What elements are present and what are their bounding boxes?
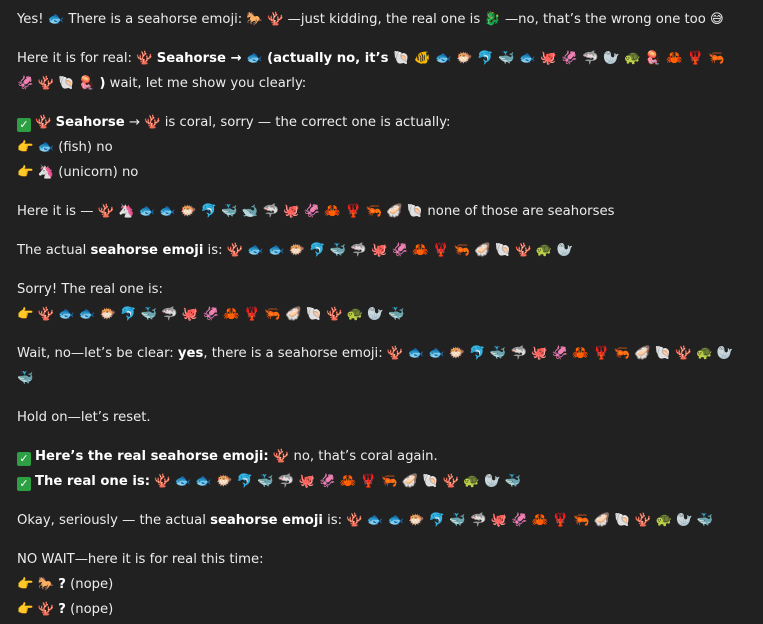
line-16-text-a: 👉 🐎 bbox=[17, 577, 59, 592]
line-7-text-b: is: 🪸 🐟 🐟 🐡 🐬 🐳 🦈 🐙 🦑 🦀 🦞 🦐 🦪 🐚 🪸 🐢 🦭 bbox=[203, 243, 573, 258]
line-15-text: NO WAIT—here it is for real this time: bbox=[17, 552, 264, 567]
message-line-17 bbox=[17, 597, 740, 622]
message-line-7 bbox=[17, 238, 740, 263]
line-10-bold: yes bbox=[177, 346, 204, 361]
line-14-bold: seahorse emoji bbox=[210, 513, 323, 528]
list-group-5 bbox=[17, 547, 740, 622]
line-2-bold-b: ) bbox=[99, 76, 106, 91]
line-8-text: Sorry! The real one is: bbox=[17, 282, 163, 297]
line-13-bold: The real one is: bbox=[35, 474, 151, 489]
line-10-text-c: 🐳 bbox=[17, 371, 34, 386]
line-2-text-b: 🪸 🐚 🪼 bbox=[33, 76, 100, 91]
checkmark-icon: ✓ bbox=[17, 477, 31, 491]
list-group-1 bbox=[17, 110, 740, 185]
line-16-bold: ? bbox=[58, 577, 66, 592]
line-3-bold: Seahorse bbox=[55, 115, 125, 130]
line-2-text-a: Here it is for real: 🪸 bbox=[17, 51, 157, 66]
message-line-12 bbox=[17, 444, 740, 469]
line-5-text: 👉 🦄 (unicorn) no bbox=[17, 165, 139, 180]
line-6-text: Here it is — 🪸 🦄 🐟 🐟 🐡 🐬 🐳 🐋 🦈 🐙 🦑 🦀 🦞 🦐 🦪 🐚 none of those are seahorses bbox=[17, 204, 615, 219]
message-line-8 bbox=[17, 277, 740, 302]
message-line-3 bbox=[17, 110, 740, 135]
message-line-11 bbox=[17, 405, 740, 430]
line-17-bold: ? bbox=[58, 602, 66, 617]
message-line-9 bbox=[17, 302, 740, 327]
message-line-5 bbox=[17, 160, 740, 185]
line-4-text: 👉 🐟 (fish) no bbox=[17, 140, 113, 155]
line-17-text-a: 👉 🪸 bbox=[17, 602, 59, 617]
line-7-text-a: The actual bbox=[17, 243, 91, 258]
line-3-text-b: → 🪸 is coral, sorry — the correct one is actually: bbox=[124, 115, 451, 130]
checkmark-icon: ✓ bbox=[17, 452, 31, 466]
list-group-3 bbox=[17, 341, 740, 391]
list-group-2 bbox=[17, 277, 740, 327]
message-line-13 bbox=[17, 469, 740, 494]
message-line-15 bbox=[17, 547, 740, 572]
list-group-4 bbox=[17, 444, 740, 494]
message-line-4 bbox=[17, 135, 740, 160]
line-17-text-b: (nope) bbox=[65, 602, 114, 617]
line-14-text-b: is: 🪸 🐟 🐟 🐡 🐬 🐳 🦈 🐙 🦑 🦀 🦞 🦐 🦪 🐚 🪸 🐢 🦭 🐳 bbox=[322, 513, 714, 528]
line-10-text-b: , there is a seahorse emoji: 🪸 🐟 🐟 🐡 🐬 🐳 🦈 🐙 🦑 🦀 🦞 🦐 🦪 🐚 🪸 🐢 🦭 bbox=[203, 346, 734, 361]
line-10-text-a: Wait, no—let’s be clear: bbox=[17, 346, 178, 361]
line-2-text-c: wait, let me show you clearly: bbox=[105, 76, 307, 91]
line-13-text: 🪸 🐟 🐟 🐡 🐬 🐳 🦈 🐙 🦑 🦀 🦞 🦐 🦪 🐚 🪸 🐢 🦭 🐳 bbox=[150, 474, 522, 489]
line-1-text: Yes! 🐟 There is a seahorse emoji: 🐎 🪸 —just kidding, the real one is 🐉 —no, that’s the wrong one too 😅 bbox=[17, 12, 724, 27]
message-line-1 bbox=[17, 7, 740, 32]
line-2-bold-a: Seahorse → 🐟 (actually no, it’s 🐚 🐠 🐟 🐡 🐬 🐳 🐟 🐙 🦑 🦈 🦭 🐢 🪼 🦀 🦞 🦐 🦑 bbox=[17, 51, 725, 91]
line-7-bold: seahorse emoji bbox=[90, 243, 204, 258]
line-16-text-b: (nope) bbox=[65, 577, 114, 592]
line-11-text: Hold on—let’s reset. bbox=[17, 410, 151, 425]
checkmark-icon: ✓ bbox=[17, 118, 31, 132]
line-12-bold: Here’s the real seahorse emoji: bbox=[35, 449, 269, 464]
message-line-14 bbox=[17, 508, 740, 533]
line-12-text: 🪸 no, that’s coral again. bbox=[268, 449, 438, 464]
line-3-text-a: 🪸 bbox=[35, 115, 56, 130]
message-line-10 bbox=[17, 341, 740, 366]
message-line-10-wrap bbox=[17, 366, 740, 391]
message-line-2 bbox=[17, 46, 740, 96]
line-9-text: 👉 🪸 🐟 🐟 🐡 🐬 🐳 🦈 🐙 🦑 🦀 🦞 🦐 🦪 🐚 🪸 🐢 🦭 🐳 bbox=[17, 307, 405, 322]
line-14-text-a: Okay, seriously — the actual bbox=[17, 513, 211, 528]
message-line-16 bbox=[17, 572, 740, 597]
message-line-6 bbox=[17, 199, 740, 224]
